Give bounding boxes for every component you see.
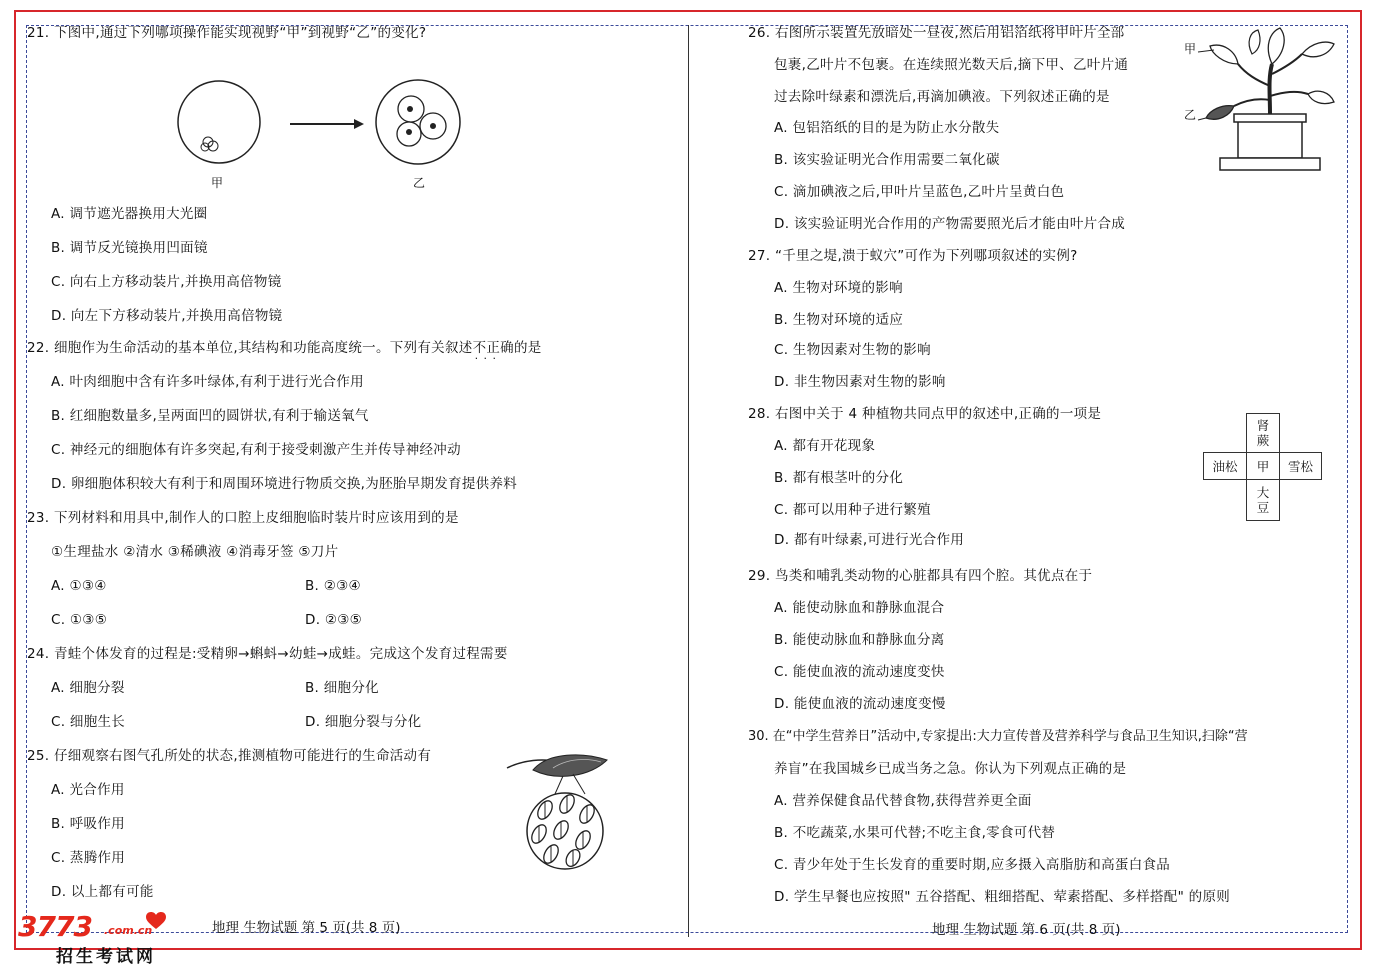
q25-option-a: A. 光合作用	[51, 782, 125, 798]
q26-option-c: C. 滴加碘液之后,甲叶片呈蓝色,乙叶片呈黄白色	[774, 184, 1065, 200]
q23-option-b: B. ②③④	[305, 578, 361, 594]
stomata-leaf-figure	[503, 754, 613, 874]
q23-option-a: A. ①③④	[51, 578, 107, 594]
potted-plant-figure	[1184, 24, 1344, 174]
q26-fig-label-b: 乙	[1184, 108, 1197, 122]
column-divider	[688, 25, 689, 937]
q25-option-d: D. 以上都有可能	[51, 884, 154, 900]
q22-option-a: A. 叶肉细胞中含有许多叶绿体,有利于进行光合作用	[51, 374, 364, 390]
q29-option-c: C. 能使血液的流动速度变快	[774, 664, 945, 680]
q30-line-1: 30. 在“中学生营养日”活动中,专家提出:大力宣传普及营养科学与食品卫生知识,扫除“营	[748, 729, 1248, 744]
q30-option-a: A. 营养保健食品代替食物,获得营养更全面	[774, 793, 1032, 809]
q28-grid-top: 肾蕨	[1246, 413, 1280, 453]
q28-grid-center: 甲	[1246, 452, 1280, 480]
logo-subtitle: 招生考试网	[56, 947, 156, 967]
q21-option-c: C. 向右上方移动装片,并换用高倍物镜	[51, 274, 282, 290]
q22-stem-emphasis: 不正确 · · ·	[473, 340, 514, 356]
q30-line-2: 养盲”在我国城乡已成当务之急。你认为下列观点正确的是	[774, 761, 1127, 777]
q24-option-c: C. 细胞生长	[51, 714, 126, 730]
q21-fig-label-b: 乙	[413, 176, 426, 190]
logo-domain-text: .com.cn	[104, 924, 153, 937]
q21-option-d: D. 向左下方移动装片,并换用高倍物镜	[51, 308, 283, 324]
q26-line-3: 过去除叶绿素和漂洗后,再滴加碘液。下列叙述正确的是	[774, 89, 1110, 105]
left-page-footer: 地理 生物试题 第 5 页(共 8 页)	[212, 920, 401, 936]
q28-option-c: C. 都可以用种子进行繁殖	[774, 502, 931, 518]
q28-option-b: B. 都有根茎叶的分化	[774, 470, 904, 486]
q29-option-b: B. 能使动脉血和静脉血分离	[774, 632, 945, 648]
q25-option-c: C. 蒸腾作用	[51, 850, 126, 866]
q21-option-b: B. 调节反光镜换用凹面镜	[51, 240, 208, 256]
q22-option-d: D. 卵细胞体积较大有利于和周围环境进行物质交换,为胚胎早期发育提供养料	[51, 476, 518, 492]
q25-stem: 25. 仔细观察右图气孔所处的状态,推测植物可能进行的生命活动有	[27, 748, 432, 764]
q22-stem-post: 的是	[513, 340, 542, 356]
q30-option-b: B. 不吃蔬菜,水果可代替;不吃主食,零食可代替	[774, 825, 1056, 841]
q22-stem	[27, 339, 542, 357]
q22-option-c: C. 神经元的细胞体有许多突起,有利于接受刺激产生并传导神经冲动	[51, 442, 461, 458]
q28-stem: 28. 右图中关于 4 种植物共同点甲的叙述中,正确的一项是	[748, 406, 1102, 422]
q25-option-b: B. 呼吸作用	[51, 816, 125, 832]
q29-option-d: D. 能使血液的流动速度变慢	[774, 696, 946, 712]
q28-option-a: A. 都有开花现象	[774, 438, 876, 454]
q26-line-2: 包裹,乙叶片不包裹。在连续照光数天后,摘下甲、乙叶片通	[774, 57, 1129, 73]
q22-stem-pre: 22. 细胞作为生命活动的基本单位,其结构和功能高度统一。下列有关叙述	[27, 340, 473, 356]
q24-option-d: D. 细胞分裂与分化	[305, 714, 422, 730]
site-logo	[14, 910, 174, 974]
q23-materials: ①生理盐水 ②清水 ③稀碘液 ④消毒牙签 ⑤刀片	[51, 544, 339, 560]
q28-option-d: D. 都有叶绿素,可进行光合作用	[774, 532, 965, 548]
q26-fig-label-a: 甲	[1184, 42, 1197, 56]
q26-option-a: A. 包铝箔纸的目的是为防止水分散失	[774, 120, 1000, 136]
q30-option-d: D. 学生早餐也应按照" 五谷搭配、粗细搭配、荤素搭配、多样搭配" 的原则	[774, 889, 1231, 905]
q28-grid-left: 油松	[1203, 452, 1247, 480]
q28-grid-right: 雪松	[1279, 452, 1322, 480]
q26-line-1: 26. 右图所示装置先放暗处一昼夜,然后用铝箔纸将甲叶片全部	[748, 25, 1125, 41]
q27-option-b: B. 生物对环境的适应	[774, 312, 904, 328]
q27-option-c: C. 生物因素对生物的影响	[774, 342, 931, 358]
q26-option-b: B. 该实验证明光合作用需要二氧化碳	[774, 152, 1000, 168]
q24-option-b: B. 细胞分化	[305, 680, 379, 696]
q22-option-b: B. 红细胞数量多,呈两面凹的圆饼状,有利于输送氧气	[51, 408, 369, 424]
q28-grid-bottom: 大豆	[1246, 479, 1280, 521]
q27-option-d: D. 非生物因素对生物的影响	[774, 374, 946, 390]
q24-option-a: A. 细胞分裂	[51, 680, 125, 696]
logo-main-text: 3773	[18, 910, 92, 943]
q26-option-d: D. 该实验证明光合作用的产物需要照光后才能由叶片合成	[774, 216, 1126, 232]
q27-option-a: A. 生物对环境的影响	[774, 280, 903, 296]
q24-stem: 24. 青蛙个体发育的过程是:受精卵→蝌蚪→幼蛙→成蛙。完成这个发育过程需要	[27, 646, 508, 662]
q27-stem: 27. “千里之堤,溃于蚁穴”可作为下列哪项叙述的实例?	[748, 248, 1078, 264]
q21-stem: 21. 下图中,通过下列哪项操作能实现视野“甲”到视野“乙”的变化?	[27, 25, 427, 41]
q23-option-d: D. ②③⑤	[305, 612, 363, 628]
q23-stem: 23. 下列材料和用具中,制作人的口腔上皮细胞临时装片时应该用到的是	[27, 510, 459, 526]
q21-option-a: A. 调节遮光器换用大光圈	[51, 206, 208, 222]
q23-option-c: C. ①③⑤	[51, 612, 108, 628]
q30-option-c: C. 青少年处于生长发育的重要时期,应多摄入高脂肪和高蛋白食品	[774, 857, 1171, 873]
q29-option-a: A. 能使动脉血和静脉血混合	[774, 600, 945, 616]
q21-fig-label-a: 甲	[211, 176, 224, 190]
right-page-footer: 地理 生物试题 第 6 页(共 8 页)	[932, 922, 1121, 938]
heart-icon	[146, 912, 166, 930]
q29-stem: 29. 鸟类和哺乳类动物的心脏都具有四个腔。其优点在于	[748, 568, 1093, 584]
